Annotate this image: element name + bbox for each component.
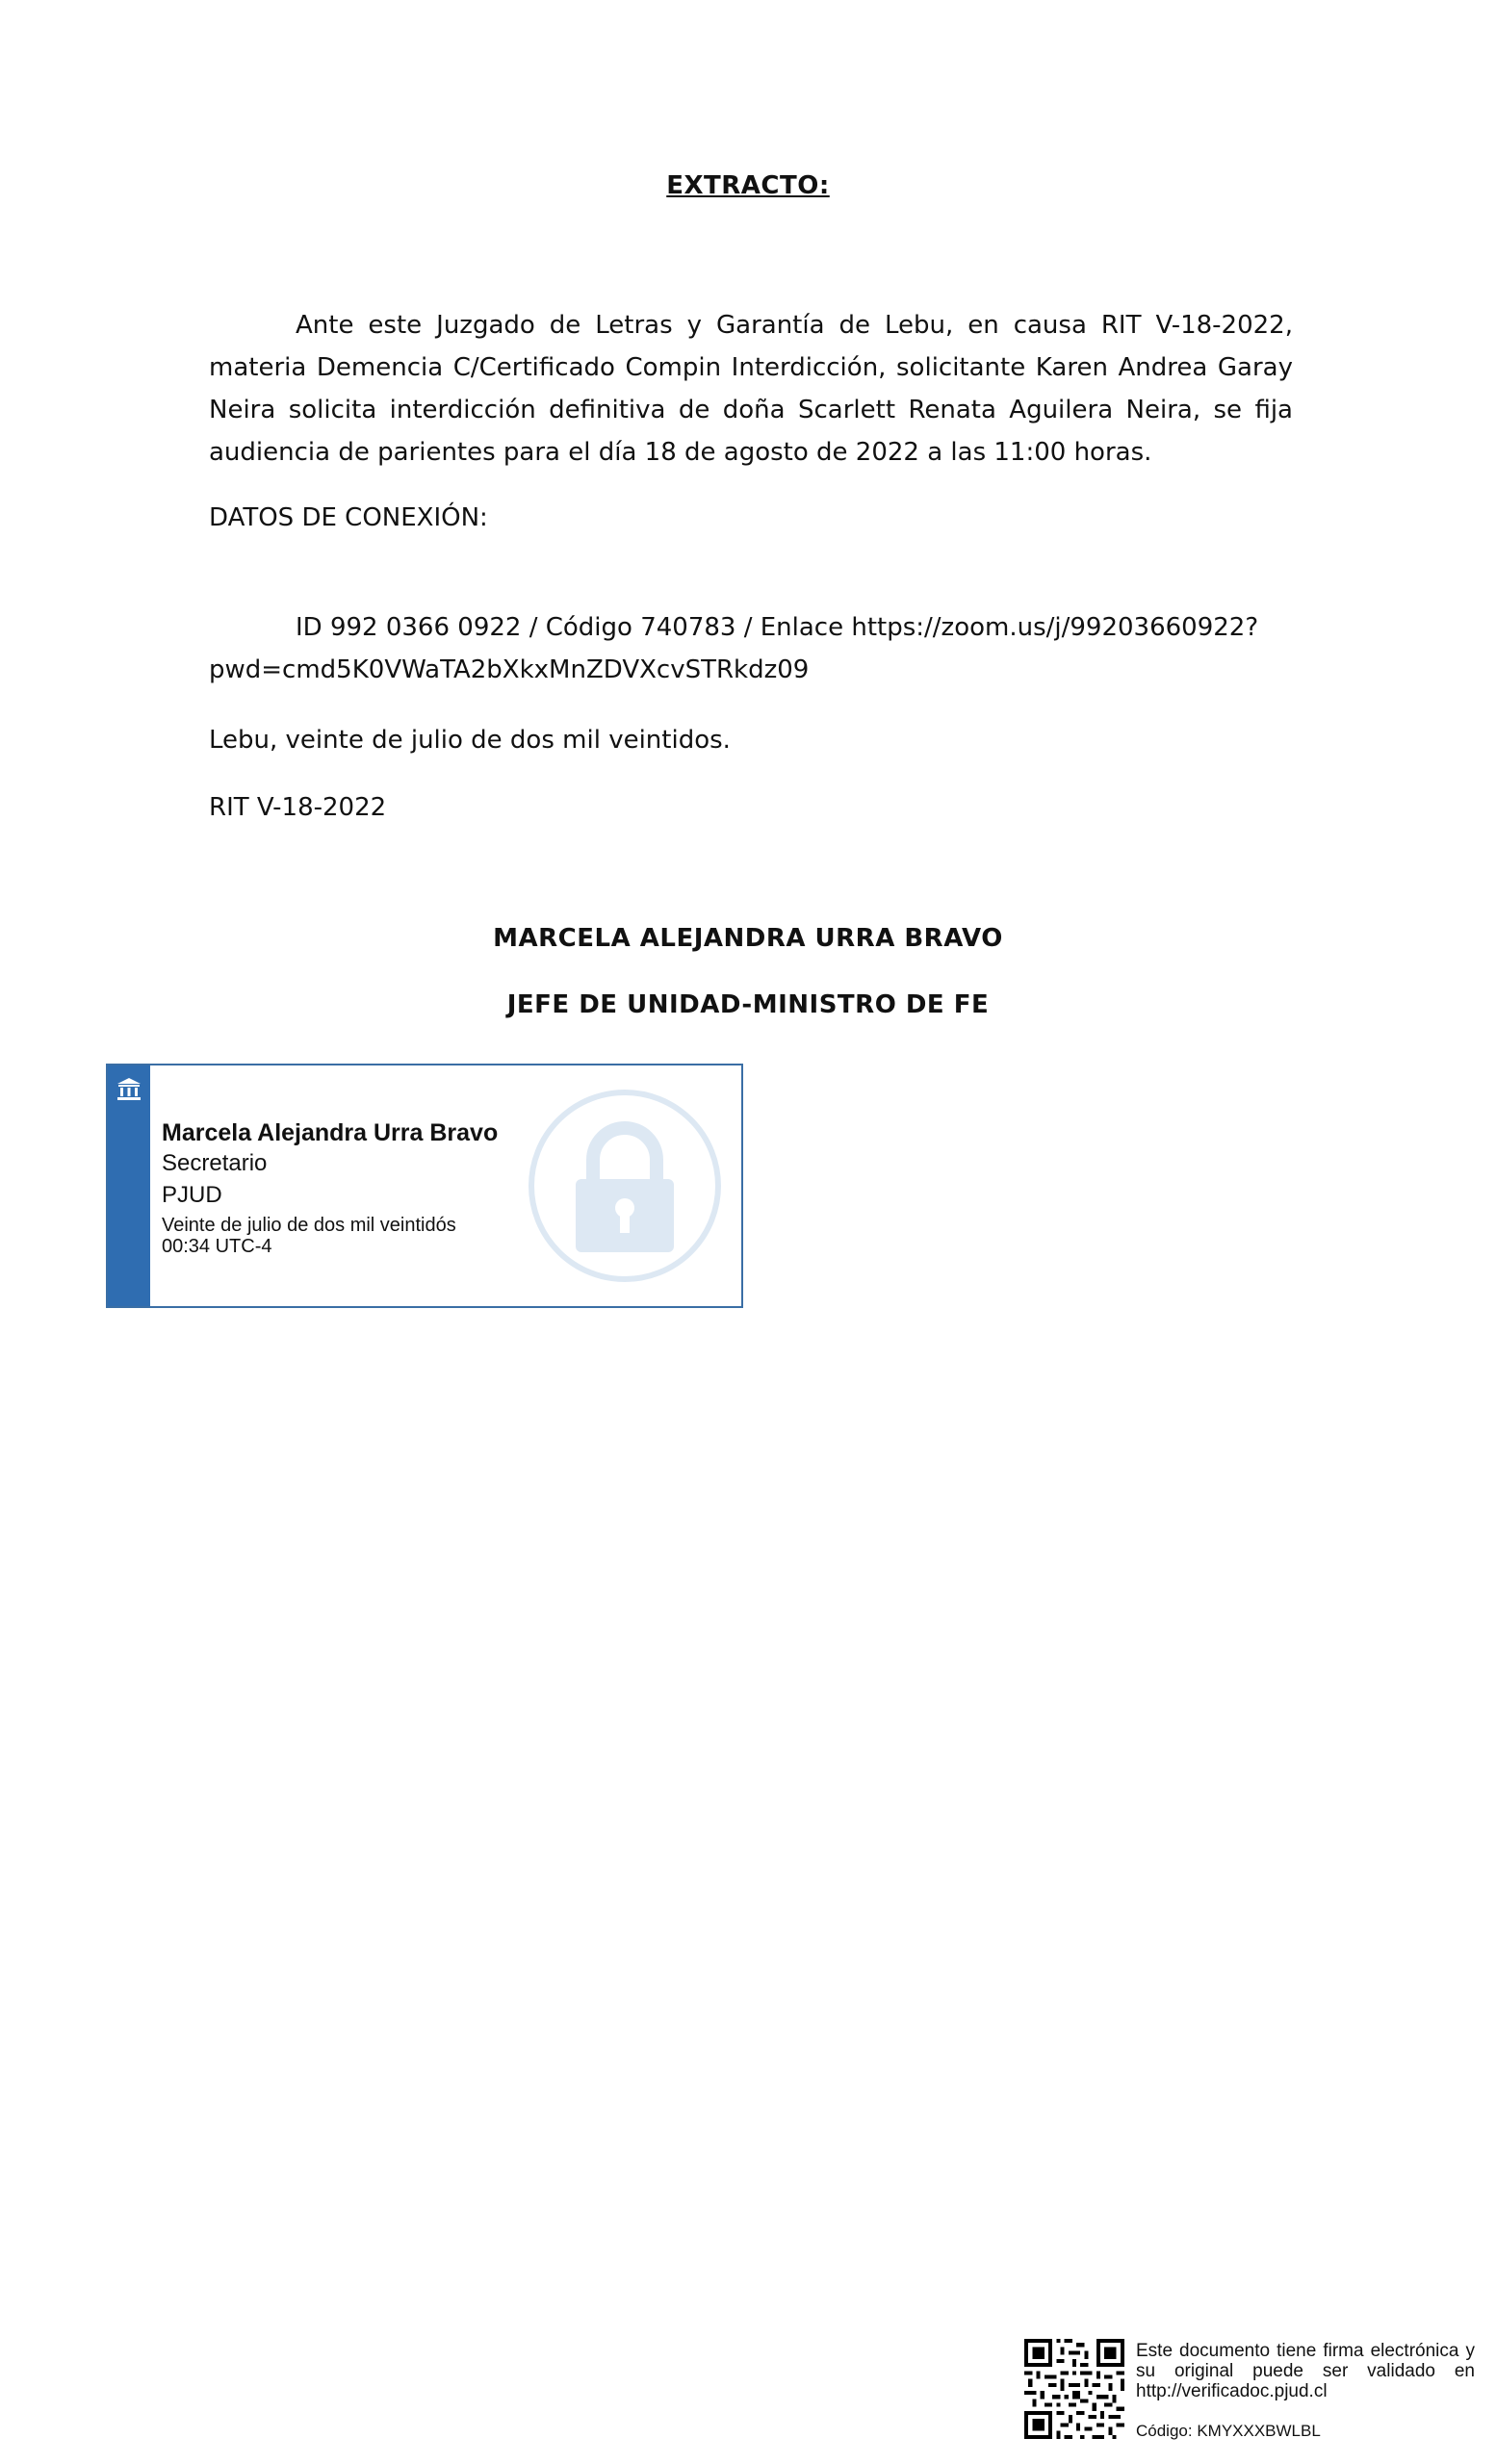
signer-name: MARCELA ALEJANDRA URRA BRAVO — [493, 924, 1003, 953]
lock-icon — [524, 1085, 726, 1287]
document-title: EXTRACTO: — [666, 171, 830, 200]
electronic-signature-stamp — [106, 1064, 743, 1308]
qr-code-icon — [1024, 2339, 1124, 2439]
stamp-signer-name: Marcela Alejandra Urra Bravo — [162, 1119, 499, 1146]
stamp-signer-role: Secretario — [162, 1150, 268, 1176]
connection-header: DATOS DE CONEXIÓN: — [209, 503, 488, 532]
rit-number: RIT V-18-2022 — [209, 793, 387, 822]
verification-notice: Este documento tiene firma electrónica y su original puede ser validado en http://verificadoc.pjud.cl — [1136, 2341, 1475, 2401]
stamp-time: 00:34 UTC-4 — [162, 1236, 272, 1257]
stamp-date: Veinte de julio de dos mil veintidós — [162, 1215, 456, 1236]
verification-code: Código: KMYXXXBWLBL — [1136, 2422, 1321, 2440]
place-date: Lebu, veinte de julio de dos mil veintidos. — [209, 726, 731, 755]
stamp-organization: PJUD — [162, 1182, 222, 1208]
signer-title: JEFE DE UNIDAD-MINISTRO DE FE — [506, 990, 990, 1019]
courthouse-icon — [116, 1075, 142, 1102]
signature-sidebar — [108, 1065, 150, 1306]
connection-details — [209, 606, 1293, 691]
main-paragraph: Ante este Juzgado de Letras y Garantía de Lebu, en causa RIT V-18-2022, materia Demencia C/Certificado Compin Interdicción, solicitante Karen Andrea Garay Neira solicita interdicción definitiva de doña Scarlett Renata Aguilera Neira, se fija audiencia de parientes para el día 18 de agosto de 2022 a las 11:00 horas. — [209, 311, 1293, 467]
connection-line-1: ID 992 0366 0922 / Código 740783 / Enlace https://zoom.us/j/99203660922? — [296, 613, 1259, 642]
connection-line-2: pwd=cmd5K0VWaTA2bXkxMnZDVXcvSTRkdz09 — [209, 655, 810, 684]
